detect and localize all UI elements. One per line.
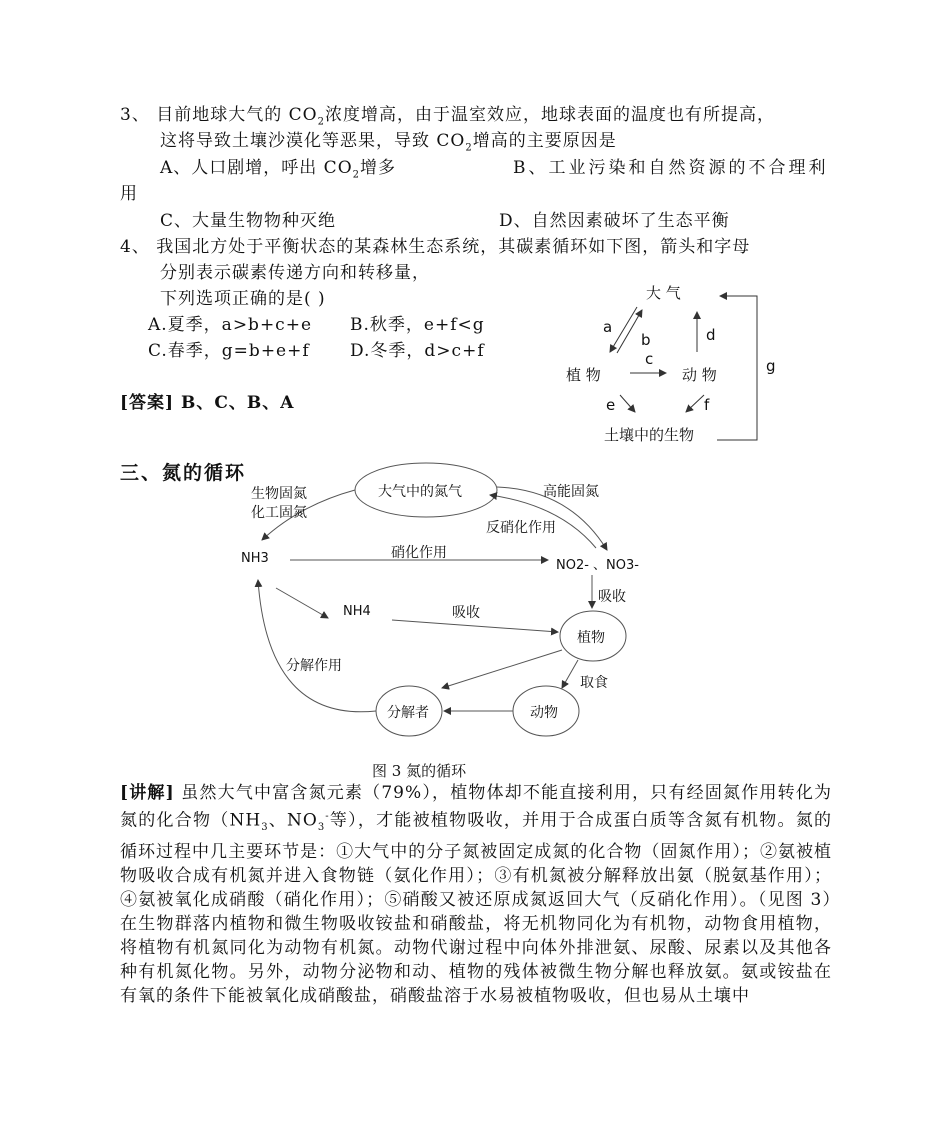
explanation-text-3: 等），才能被植物吸收，并用于合成蛋白质等含氮有机物。氮的循环过程中几主要环节是：①大气中的分子氮被固定成氮的化合物（固氮作用）；②氨被植物吸收合成有机氮并进入食物链（氨化作用）；③有机氮被分解释放出氨（脱氨基作用）；④氨被氧化成硝酸（硝化作用）；⑤硝酸又被还原成氮返回大气（反硝化作用）。（见图 3）在生物群落内植物和微生物吸收铵盐和硝酸盐，将无机物同化为有机物，动物食用植物，将植物有机氮同化为动物有机氮。动物代谢过程中向体外排泄氨、尿酸、尿素以及其他各种有机氮化物。另外，动物分泌物和动、植物的残体被微生物分解也释放氨。氨或铵盐在有氧的条件下能被氧化成硝酸盐，硝酸盐溶于水易被植物吸收，但也易从土壤中 [120, 810, 833, 1007]
explanation-sub-1: 3 [261, 822, 269, 834]
carbon-animal: 动 物 [682, 366, 717, 384]
nitrogen-cycle-shapes [355, 463, 626, 736]
q3-option-d: D、自然因素破坏了生态平衡 [499, 211, 730, 231]
arrow-e [620, 395, 635, 412]
n-nh3: NH3 [241, 551, 269, 566]
carbon-plant: 植 物 [566, 366, 601, 384]
arrow-plant-decomposer [442, 650, 562, 688]
carbon-label-f: f [704, 396, 710, 414]
q3-option-a-sub: 2 [352, 169, 360, 181]
q3-option-a-tail: 增多 [360, 158, 396, 178]
arrow-a [610, 307, 637, 352]
arrow-feeding [562, 660, 578, 688]
n-no2-no3: NO2- 、NO3- [556, 558, 639, 573]
n-bio-fix: 生物固氮 [251, 486, 307, 502]
carbon-label-d: d [706, 326, 716, 344]
explanation-sup-2: - [325, 811, 330, 822]
n-denitrification: 反硝化作用 [486, 520, 556, 536]
n-plant: 植物 [577, 630, 605, 646]
arrow-b [617, 310, 642, 353]
q3-option-a-text: A、人口剧增，呼出 CO [160, 158, 353, 178]
q3-line2-b: 增高的主要原因是 [472, 131, 617, 151]
n-chem-fix: 化工固氮 [251, 505, 307, 521]
arrow-f [686, 395, 704, 412]
n-atm-n2: 大气中的氮气 [378, 484, 462, 500]
explanation-text-2: 、NO [268, 810, 318, 831]
q4-line3: 下列选项正确的是( ) [160, 289, 326, 309]
q4-option-c: C.春季，g=b+e+f [148, 341, 310, 361]
q3-option-b-wrap: 用 [120, 184, 138, 204]
explanation-sub-2: 3 [317, 822, 326, 834]
q4-line1: 4、 我国北方处于平衡状态的某森林生态系统，其碳素循环如下图，箭头和字母 [120, 237, 751, 257]
q3-option-b: B、工业污染和自然资源的不合理利 [513, 158, 829, 178]
q3-line1-a: 3、 目前地球大气的 CO [120, 105, 318, 125]
q4-option-b: B.秋季，e+f<g [350, 315, 485, 335]
n-nitrification: 硝化作用 [391, 545, 447, 561]
explanation-paragraph [120, 781, 832, 1008]
carbon-soil: 土壤中的生物 [604, 426, 695, 444]
q3-line1-b: 浓度增高，由于温室效应，地球表面的温度也有所提高， [324, 105, 775, 125]
n-decomposition: 分解作用 [286, 658, 342, 674]
section-title: 三、氮的循环 [120, 462, 247, 484]
carbon-atmosphere: 大 气 [646, 284, 681, 302]
q3-line1-sub: 2 [317, 116, 325, 128]
n-high-energy-fix: 高能固氮 [543, 484, 599, 500]
q3-line2-sub: 2 [465, 142, 473, 154]
n-nh4: NH4 [343, 604, 371, 619]
q4-option-a: A.夏季，a>b+c+e [148, 315, 313, 335]
arrow-g [717, 296, 757, 440]
carbon-label-e: e [606, 396, 616, 414]
answer-text: B、C、B、A [174, 393, 295, 413]
explanation-text-1: 虽然大气中富含氮元素（79%），植物体却不能直接利用，只有经固氮作用转化为氮的化合物（NH [120, 783, 833, 831]
n-animal: 动物 [530, 705, 558, 721]
carbon-label-b: b [641, 331, 651, 349]
explanation-label: [讲解] [120, 783, 175, 803]
answer-label: [答案] [120, 393, 175, 413]
figure-caption: 图 3 氮的循环 [372, 762, 467, 780]
n-feeding: 取食 [580, 675, 608, 691]
carbon-label-a: a [603, 318, 613, 336]
n-decomposer: 分解者 [387, 705, 429, 721]
arrow-nh3-nh4 [276, 588, 328, 618]
carbon-label-g: g [766, 357, 776, 375]
arrow-decomposition [258, 580, 376, 712]
q3-line2-a: 这将导致土壤沙漠化等恶果，导致 CO [160, 131, 466, 151]
n-absorb-2: 吸收 [452, 605, 480, 621]
q3-option-c: C、大量生物物种灭绝 [160, 211, 337, 231]
n-absorb-1: 吸收 [598, 589, 626, 605]
q4-line2: 分别表示碳素传递方向和转移量， [160, 263, 430, 283]
q4-option-d: D.冬季，d>c+f [350, 341, 485, 361]
carbon-label-c: c [645, 350, 654, 368]
